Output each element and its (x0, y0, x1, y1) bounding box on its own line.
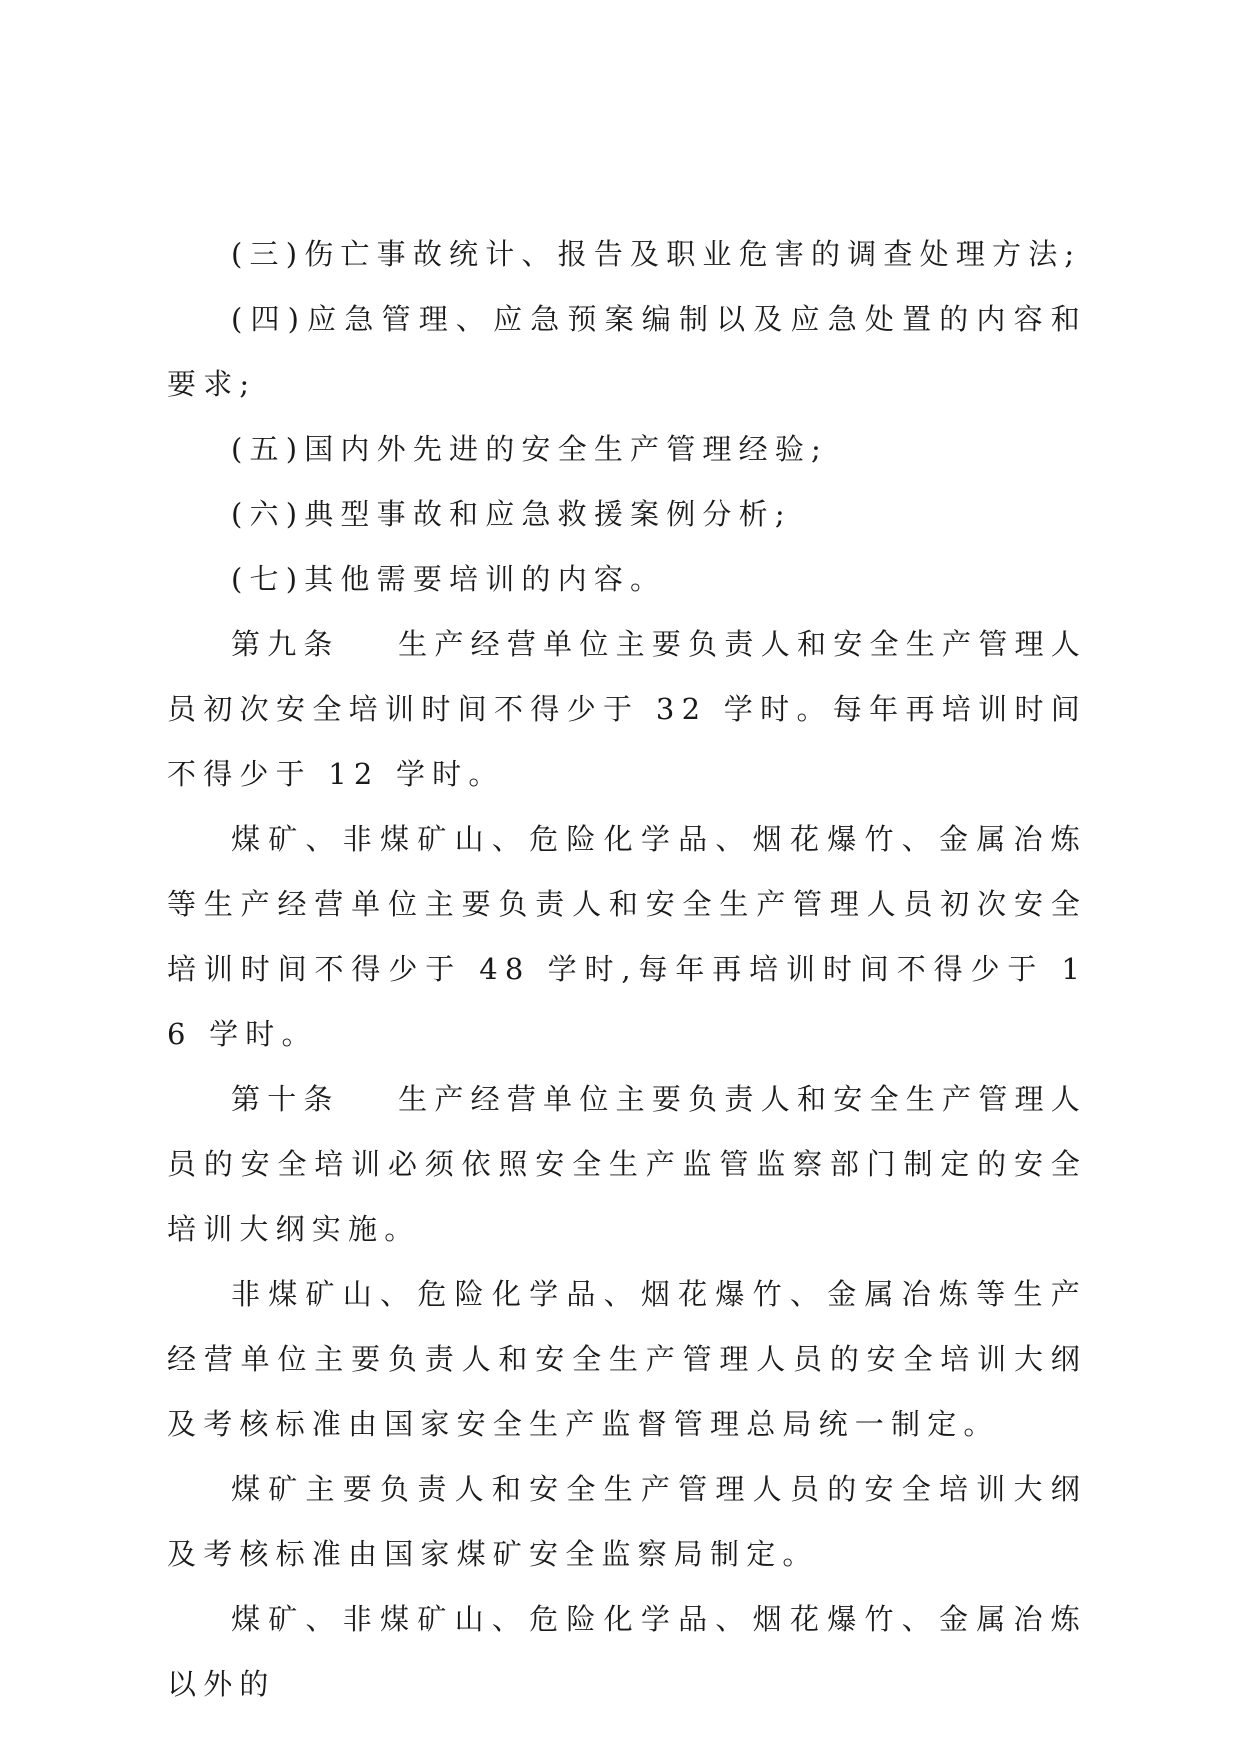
article-10-paragraph-2: 非煤矿山、危险化学品、烟花爆竹、金属冶炼等生产经营单位主要负责人和安全生产管理人员的安全培训大纲及考核标准由国家安全生产监督管理总局统一制定。 (167, 1277, 1087, 1441)
list-item-6: (六)典型事故和应急救援案例分析; (231, 497, 792, 531)
article-10-number: 第十条 (231, 1082, 340, 1116)
list-item-7: (七)其他需要培训的内容。 (231, 562, 667, 596)
article-9-number: 第九条 (231, 627, 340, 661)
article-9-text: 生产经营单位主要负责人和安全生产管理人员初次安全培训时间不得少于 32 学时。每年再培训时间不得少于 12 学时。 (167, 627, 1087, 791)
document-body (167, 222, 1087, 1717)
article-10-text: 生产经营单位主要负责人和安全生产管理人员的安全培训必须依照安全生产监管监察部门制定的安全培训大纲实施。 (167, 1082, 1087, 1246)
article-10-paragraph (167, 1067, 1087, 1262)
article-10-paragraph-3: 煤矿主要负责人和安全生产管理人员的安全培训大纲及考核标准由国家煤矿安全监察局制定。 (167, 1472, 1087, 1571)
list-item-5: (五)国内外先进的安全生产管理经验; (231, 432, 828, 466)
article-9-paragraph-2: 煤矿、非煤矿山、危险化学品、烟花爆竹、金属冶炼等生产经营单位主要负责人和安全生产管理人员初次安全培训时间不得少于 48 学时,每年再培训时间不得少于 16 学时。 (167, 822, 1087, 1051)
article-9-paragraph (167, 612, 1087, 807)
list-item-4: (四)应急管理、应急预案编制以及应急处置的内容和要求; (167, 302, 1087, 401)
article-10-paragraph-4: 煤矿、非煤矿山、危险化学品、烟花爆竹、金属冶炼以外的 (167, 1602, 1087, 1701)
list-item-3: (三)伤亡事故统计、报告及职业危害的调查处理方法; (231, 237, 1082, 271)
